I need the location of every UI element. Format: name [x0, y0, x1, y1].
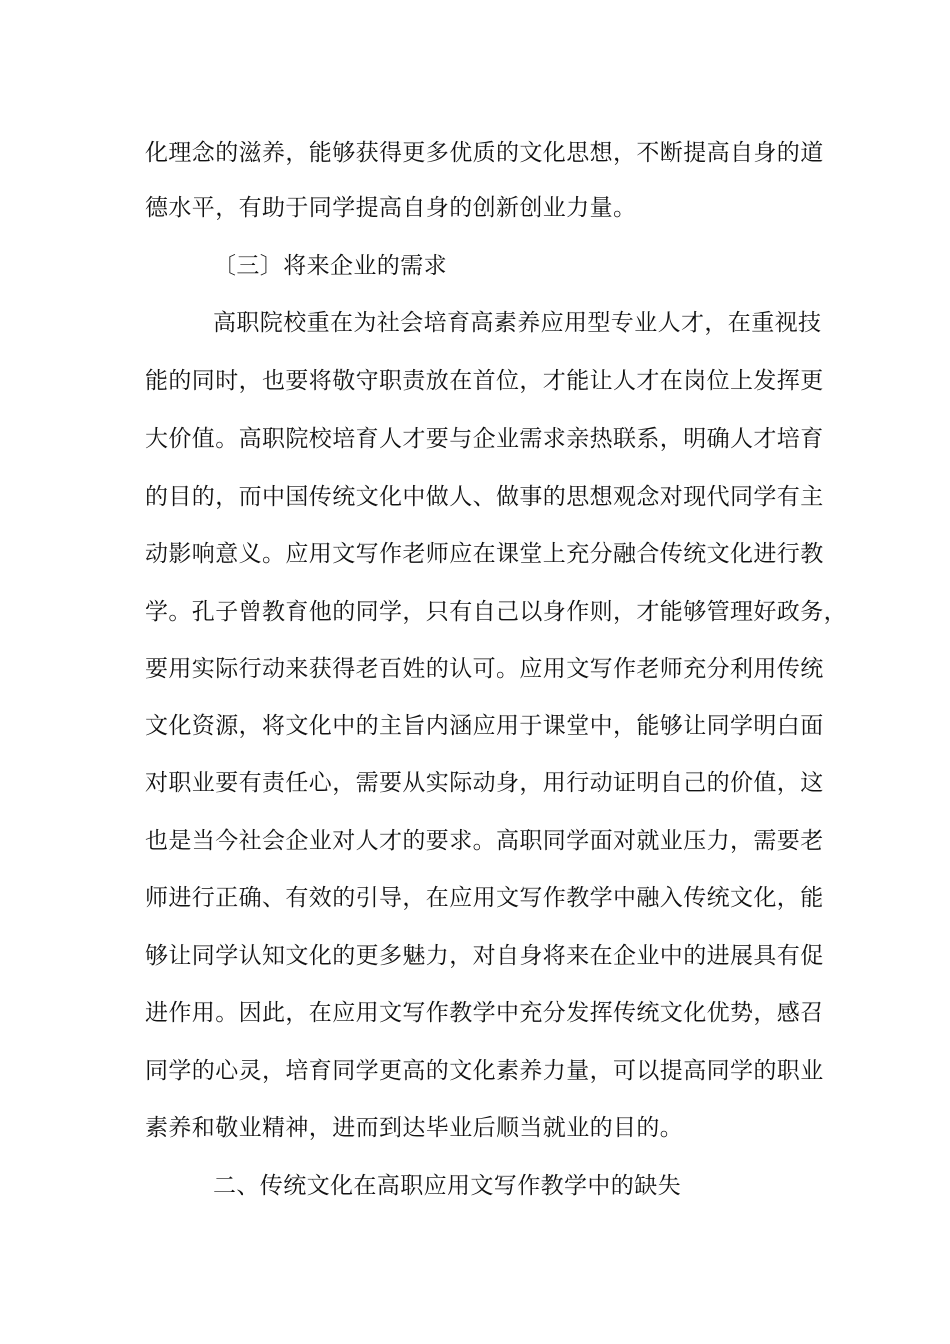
paragraph-line: 也是当今社会企业对人才的要求。高职同学面对就业压力，需要老 [145, 828, 824, 854]
paragraph-line: 化理念的滋养，能够获得更多优质的文化思想，不断提高自身的道 [145, 140, 824, 166]
paragraph-line: 进作用。因此，在应用文写作教学中充分发挥传统文化优势，感召 [145, 1000, 824, 1026]
paragraph-line: 师进行正确、有效的引导，在应用文写作教学中融入传统文化，能 [145, 885, 824, 911]
paragraph-line: 动影响意义。应用文写作老师应在课堂上充分融合传统文化进行教 [145, 541, 824, 567]
paragraph-line: 素养和敬业精神，进而到达毕业后顺当就业的目的。 [145, 1115, 684, 1141]
paragraph-line: 同学的心灵，培育同学更高的文化素养力量，可以提高同学的职业 [145, 1058, 824, 1084]
paragraph-line: 文化资源，将文化中的主旨内涵应用于课堂中，能够让同学明白面 [145, 713, 824, 739]
paragraph-line: 够让同学认知文化的更多魅力，对自身将来在企业中的进展具有促 [145, 943, 824, 969]
paragraph-line: 要用实际行动来获得老百姓的认可。应用文写作老师充分利用传统 [145, 656, 824, 682]
paragraph-line: 高职院校重在为社会培育高素养应用型专业人才，在重视技 [213, 310, 822, 336]
paragraph-line: 能的同时，也要将敬守职责放在首位，才能让人才在岗位上发挥更 [145, 368, 824, 394]
paragraph-line: 的目的，而中国传统文化中做人、做事的思想观念对现代同学有主 [145, 484, 824, 510]
paragraph-line: 学。孔子曾教育他的同学，只有自己以身作则，才能够管理好政务， [145, 599, 847, 625]
paragraph-line: 对职业要有责任心，需要从实际动身，用行动证明自己的价值，这 [145, 770, 824, 796]
paragraph-line: 德水平，有助于同学提高自身的创新创业力量。 [145, 195, 637, 221]
section-heading: 〔三〕将来企业的需求 [213, 253, 447, 279]
section-heading: 二、传统文化在高职应用文写作教学中的缺失 [213, 1173, 681, 1199]
paragraph-line: 大价值。高职院校培育人才要与企业需求亲热联系，明确人才培育 [145, 426, 824, 452]
